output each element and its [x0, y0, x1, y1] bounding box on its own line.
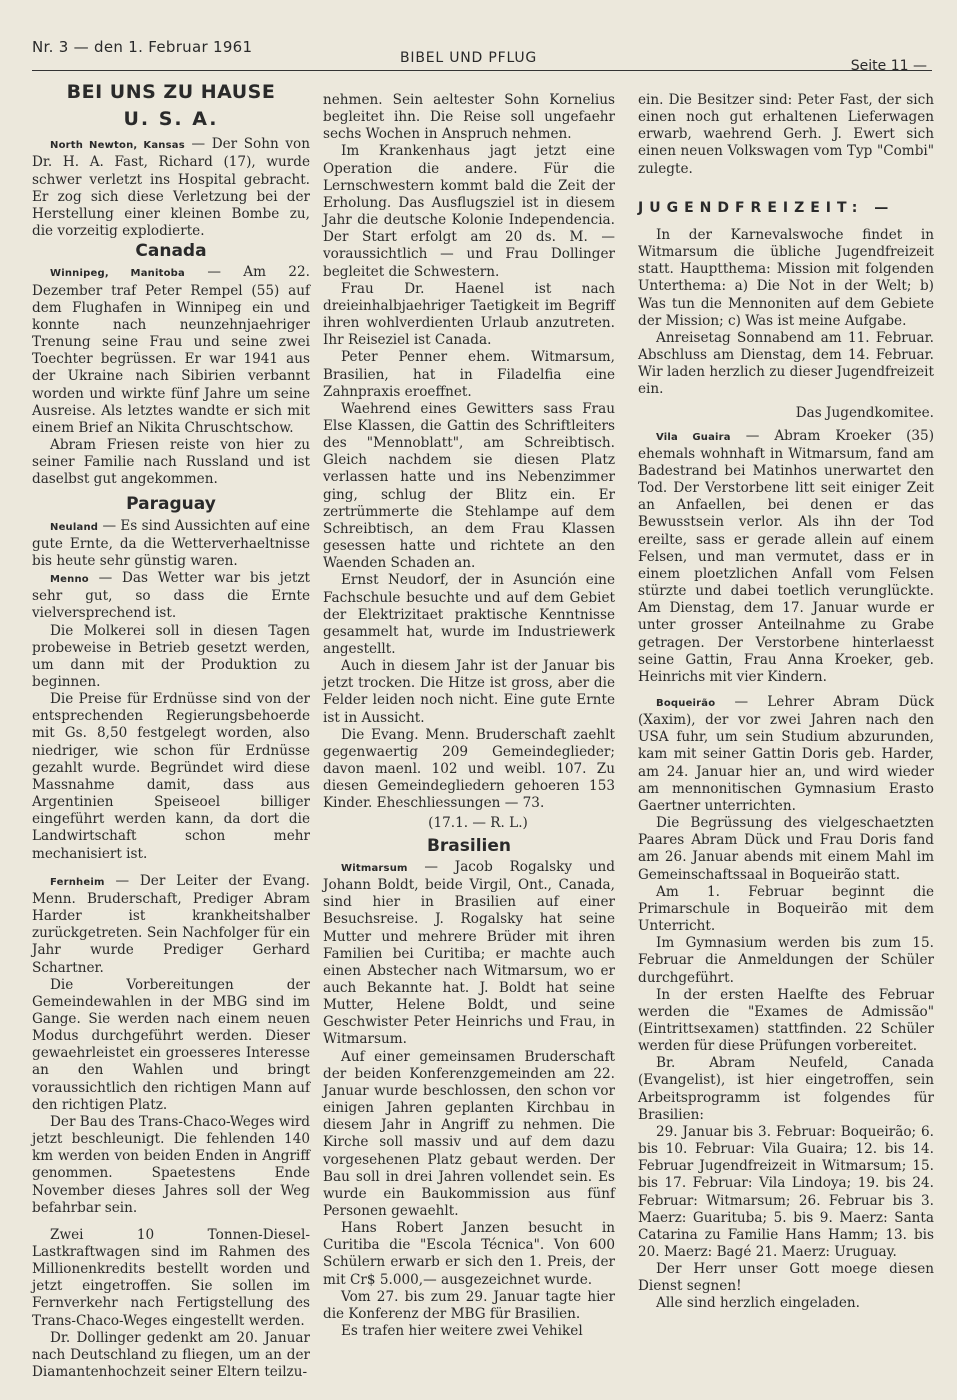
paragraph: In der Karnevalswoche findet in Witmarsum die übliche Jugendfreizeit statt. Hauptthema: Mission mit folgenden Unterthema: a) Die Not in der Welt; b) Was tun die Mennoniten auf dem Gebiete der Mission; c) Was ist meine Aufgabe.	[638, 226, 934, 329]
location-label: Witmarsum	[341, 862, 408, 874]
paragraph: Vom 27. bis zum 29. Januar tagte hier die Konferenz der MBG für Brasilien.	[323, 1288, 615, 1322]
author-signature: Das Jugendkomitee.	[795, 404, 934, 421]
paragraph: 29. Januar bis 3. Februar: Boqueirão; 6. bis 10. Februar: Vila Guaira; 12. bis 14. Februar Jugendfreizeit in Witmarsum; 15. bis 17. Februar: Vila Lindoya; 19. bis 24. Februar: Witmarsum; 26. Februar bis 3. Maerz: Guarituba; 5. bis 9. Maerz: Santa Catarina zu Familie Hans Hamm; 13. bis 20. Maerz: Bagé 21. Maerz: Uruguay.	[638, 1123, 934, 1260]
paragraph: nehmen. Sein aeltester Sohn Kornelius begleitet ihn. Die Reise soll ungefaehr sechs Wochen in Anspruch nehmen.	[323, 92, 615, 143]
article-neuland: Neuland — Es sind Aussichten auf eine gute Ernte, da die Wetterverhaeltnisse bis heute sehr günstig waren.	[32, 517, 310, 569]
column-2	[323, 92, 615, 1340]
paragraph: Die Molkerei soll in diesen Tagen probeweise in Betrieb gesetzt werden, um dann mit der Produktion zu beginnen.	[32, 622, 310, 690]
article-winnipeg: Winnipeg, Manitoba — Am 22. Dezember traf Peter Rempel (55) auf dem Flughafen in Winnipeg ein und konnte nach neunzehnjaehriger Trenung seine Frau und seine zwei Toechter begrüssen. Er war 1941 aus der Ukraine nach Sibirien verbannt worden und wirkte fünf Jahre um seine Ausreise. Als letztes wandte er sich mit einem Brief an Nikita Chruschtschow.	[32, 264, 311, 436]
paragraph: Zwei 10 Tonnen-Diesel-Lastkraftwagen sind im Rahmen des Millionenkredits bestellt worden und jetzt eingetroffen. Sie sollen im Fernverkehr nach Fertigstellung des Trans-Chaco-Weges eingestellt werden.	[32, 1226, 310, 1329]
article-north-newton: North Newton, Kansas — Der Sohn von Dr. H. A. Fast, Richard (17), wurde schwer verletzt ins Hospital gebracht. Er zog sich diese Verletzung bei der Herstellung einer kleinen Bombe zu, die vorzeitig explodierte.	[32, 136, 310, 240]
column-1	[32, 81, 311, 1381]
paragraph: Die Vorbereitungen der Gemeindewahlen in der MBG sind im Gange. Sie werden nach einem neuen Modus durchgeführt werden. Dieser gewaehrleistet ein groesseres Interesse an den Wahlen und bringt voraussichtlich den richtigen Mann auf den richtigen Platz.	[32, 976, 310, 1113]
country-heading-brasilien: Brasilien	[426, 835, 512, 856]
location-label: Vila Guaira	[656, 431, 731, 443]
paragraph: Auch in diesem Jahr ist der Januar bis jetzt trocken. Die Hitze ist gross, aber die Felder leiden noch nicht. Eine gute Ernte ist in Aussicht.	[323, 658, 615, 726]
paragraph: Anreisetag Sonnabend am 11. Februar. Abschluss am Dienstag, dem 14. Februar. Wir laden herzlich zu dieser Jugendfreizeit ein.	[638, 329, 934, 398]
paragraph: Dr. Dollinger gedenkt am 20. Januar nach Deutschland zu fliegen, um an der Diamantenhochzeit seiner Eltern teilzu-	[32, 1329, 310, 1381]
location-label: Neuland	[50, 521, 99, 533]
paragraph: Die Begrüssung des vielgeschaetzten Paares Abram Dück und Frau Doris fand am 26. Januar abends mit einem Mahl im Gemeinschaftssaal in Boqueirão statt.	[638, 815, 934, 883]
page-header	[0, 0, 957, 80]
country-heading-canada: Canada	[135, 241, 207, 262]
article-boqueirao: Boqueirão — Lehrer Abram Dück (Xaxim), der vor zwei Jahren nach den USA fuhr, um sein Studium abzurunden, kam mit seiner Gattin Doris geb. Harder, am 24. Januar hier an, und wird wieder am mennonitischen Gymnasium Erasto Gaertner unterrichten.	[638, 694, 934, 814]
paragraph: Alle sind herzlich eingeladen.	[656, 1295, 860, 1312]
paragraph: Die Preise für Erdnüsse sind von der entsprechenden Regierungsbehoerde mit Gs. 8,50 festgelegt worden, also niedriger, wie schon für Erdnüsse gezahlt wurde. Begründet wird diese Massnahme damit, dass aus Argentinien Speiseoel billiger eingeführt werden kann, da dort die Landwirtschaft schon mehr mechanisiert ist.	[32, 691, 310, 862]
paragraph: Am 1. Februar beginnt die Primarschule in Boqueirão mit dem Unterricht.	[638, 883, 934, 935]
column-3	[638, 92, 934, 1313]
paragraph: Der Bau des Trans-Chaco-Weges wird jetzt beschleunigt. Die fehlenden 140 km werden von beiden Enden in Angriff genommen. Spaetestens Ende November dieses Jahres soll der Weg befahrbar sein.	[32, 1113, 311, 1216]
location-label: Boqueirão	[656, 698, 716, 709]
paragraph: Abram Friesen reiste von hier zu seiner Familie nach Russland und ist daselbst gut angekommen.	[32, 436, 310, 488]
paragraph: Frau Dr. Haenel ist nach dreieinhalbjaehriger Taetigkeit im Begriff ihren wohlverdienten Urlaub anzutreten. Ihr Reiseziel ist Canada.	[323, 280, 615, 349]
location-label: Winnipeg, Manitoba	[50, 268, 185, 280]
article-vila-guaira: Vila Guaira — Abram Kroeker (35) ehemals wohnhaft in Witmarsum, fand am Badestrand bei Matinhos unerwartet den Tod. Der Verstorbene litt seit einiger Zeit an Anfaellen, bei denen er das Bewusstsein verlor. Als ihn der Tod ereilte, sass er gerade allein auf einem Felsen, und man vermutet, dass er in einem ploetzlichen Anfall vom Felsen stürzte und dabei toetlich verunglückte. Am Dienstag, dem 17. Januar wurde er unter grosser Anteilnahme zu Grabe getragen. Der Verstorbene hinterlaesst seine Gattin, Frau Anna Kroeker, geb. Heinrichs mit vier Kindern.	[638, 427, 934, 685]
paragraph: Auf einer gemeinsamen Bruderschaft der beiden Konferenzgemeinden am 22. Januar wurde beschlossen, den schon vor einigen Jahren geplanten Kirchbau in diesem Jahr in Angriff zu nehmen. Die Kirche soll massiv und auf dem dazu vorgesehenen Platz gebaut werden. Der Bau soll in drei Jahren vollendet sein. Es wurde ein Baukommission aus fünf Personen gewaehlt.	[323, 1048, 615, 1219]
paragraph: Die Evang. Menn. Bruderschaft zaehlt gegenwaertig 209 Gemeindeglieder; davon maenl. 102 und weibl. 107. Zu diesen Gemeindegliedern gehoeren 153 Kinder. Eheschliessungen — 73.	[323, 726, 615, 812]
article-witmarsum: Witmarsum — Jacob Rogalsky und Johann Boldt, beide Virgil, Ont., Canada, sind hier in Brasilien auf einer Besuchsreise. J. Rogalsky hat seine Mutter und mehrere Brüder mit ihren Familien bei Curitiba; er machte auch einen Abstecher nach Witmarsum, wo er auch Bekannte hat. J. Boldt hat seine Mutter, Helene Boldt, und seine Geschwister Peter Heinrichs und Frau, in Witmarsum.	[323, 858, 615, 1048]
paragraph: Br. Abram Neufeld, Canada (Evangelist), ist hier eingetroffen, sein Arbeitsprogramm ist folgendes für Brasilien:	[638, 1055, 934, 1123]
paragraph: Im Gymnasium werden bis zum 15. Februar die Anmeldungen der Schüler durchgeführt.	[638, 935, 934, 986]
heading-jugendfreizeit: JUGENDFREIZEIT: —	[638, 199, 895, 216]
paragraph: Ernst Neudorf, der in Asunción eine Fachschule besuchte und auf dem Gebiet der Elektrizitaet praktische Kenntnisse gesammelt hat, wurde im Industriewerk angestellt.	[323, 572, 615, 657]
paragraph: Es trafen hier weitere zwei Vehikel	[341, 1323, 583, 1340]
paragraph: Der Herr unser Gott moege diesen Dienst segnen!	[638, 1261, 934, 1295]
section-title: BEI UNS ZU HAUSE	[66, 81, 276, 103]
author-signature: (17.1. — R. L.)	[428, 814, 528, 831]
paragraph: Im Krankenhaus jagt jetzt eine Operation die andere. Für die Lernschwestern kommt bald die Zeit der Erholung. Das Ausflugsziel ist in diesem Jahr die deutsche Kolonie Independencia. Der Start erfolgt am 20 ds. M. — voraussichtlich — und Frau Dollinger begleitet die Schwestern.	[323, 143, 615, 280]
paragraph: Peter Penner ehem. Witmarsum, Brasilien, hat in Filadelfia eine Zahnpraxis eroeffnet.	[323, 349, 615, 400]
page-number: Seite 11 —	[850, 58, 927, 74]
location-label: Fernheim	[50, 876, 105, 888]
paragraph: Waehrend eines Gewitters sass Frau Else Klassen, die Gattin des Schriftleiters des "Mennoblatt", am Schreibtisch. Gleich nachdem sie diesen Platz verlassen hatte und ins Nebenzimmer ging, schlug der Blitz ein. Er zertrümmerte die Stehlampe auf dem Schreibtisch, an dem Frau Klassen gesessen hatte und richtete an den Waenden Schaden an.	[323, 400, 615, 572]
article-fernheim: Fernheim — Der Leiter der Evang. Menn. Bruderschaft, Prediger Abram Harder ist krankheitshalber zurückgetreten. Sein Nachfolger für ein Jahr wurde Prediger Gerhard Schartner.	[32, 872, 310, 976]
paragraph: ein. Die Besitzer sind: Peter Fast, der sich einen noch gut erhaltenen Lieferwagen erwarb, waehrend Gerh. J. Ewert sich einen neuen Volkswagen vom Typ "Combi" zulegte.	[638, 92, 934, 177]
location-label: Menno	[50, 574, 89, 586]
country-heading-paraguay: Paraguay	[126, 494, 216, 515]
article-menno: Menno — Das Wetter war bis jetzt sehr gut, so dass die Ernte vielversprechend ist.	[32, 570, 310, 622]
paragraph: Hans Robert Janzen besucht in Curitiba die "Escola Técnica". Von 600 Schülern erwarb er sich den 1. Preis, der mit Cr$ 5.000,— ausgezeichnet wurde.	[323, 1220, 615, 1288]
issue-info: Nr. 3 — den 1. Februar 1961	[32, 38, 253, 56]
header-rule	[32, 70, 932, 71]
location-label: North Newton, Kansas	[50, 140, 185, 152]
country-heading-usa: U. S. A.	[123, 108, 219, 131]
paragraph: In der ersten Haelfte des Februar werden die "Exames de Admissão" (Eintrittsexamen) stattfinden. 22 Schüler werden für diese Prüfungen vorbereitet.	[638, 986, 934, 1055]
publication-title: BIBEL UND PFLUG	[400, 50, 538, 66]
